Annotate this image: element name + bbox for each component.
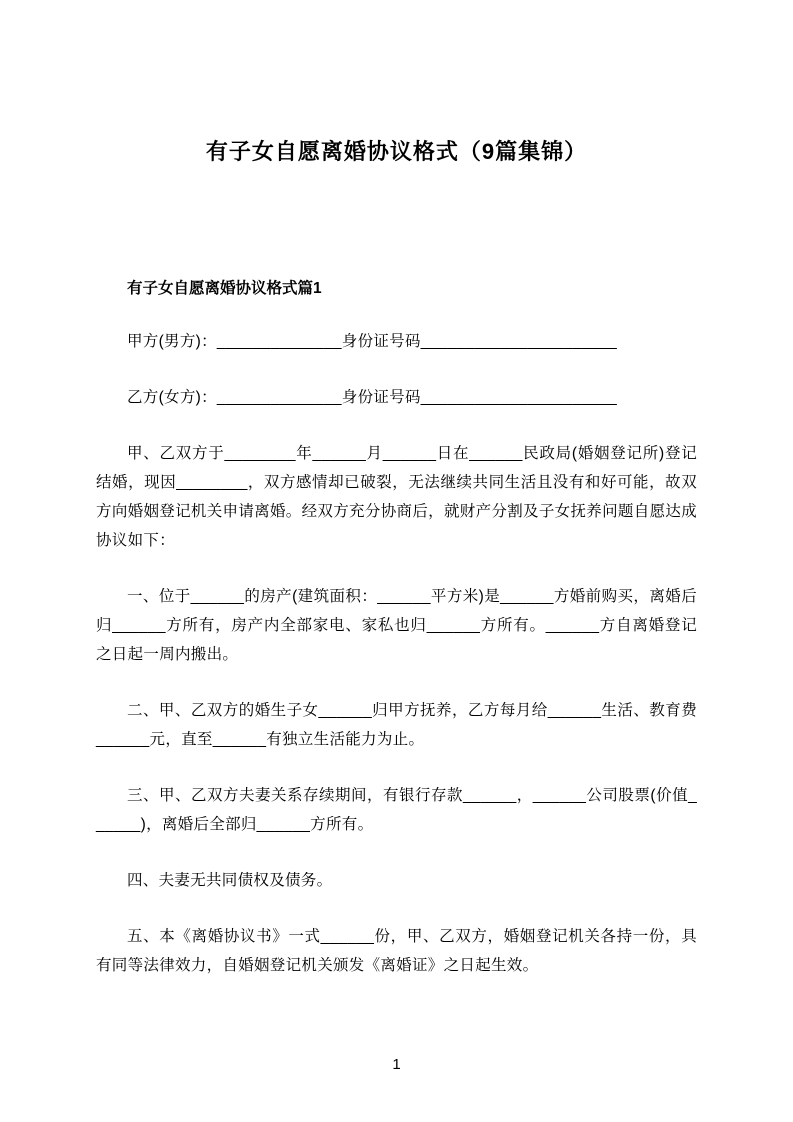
party-b-line: 乙方(女方)：______________身份证号码______________________ bbox=[127, 389, 618, 406]
clause-2-paragraph: 二、甲、乙双方的婚生子女______归甲方抚养，乙方每月给______生活、教育费______元，直至______有独立生活能力为止。 bbox=[96, 702, 697, 748]
party-a-line: 甲方(男方)：______________身份证号码______________________ bbox=[127, 333, 618, 350]
section-heading: 有子女自愿离婚协议格式篇1 bbox=[127, 280, 322, 297]
page-number: 1 bbox=[392, 1056, 401, 1073]
clause-4-paragraph: 四、夫妻无共同债权及债务。 bbox=[127, 872, 333, 889]
clause-1-paragraph: 一、位于______的房产(建筑面积：______平方米)是______方婚前购买，离婚后归______方所有，房产内全部家电、家私也归______方所有。______方自离婚登记之日起一周内搬出。 bbox=[96, 588, 697, 663]
document-title: 有子女自愿离婚协议格式（9篇集锦） bbox=[205, 139, 588, 164]
preamble-paragraph: 甲、乙双方于________年______月______日在______民政局(婚姻登记所)登记结婚，现因________，双方感情却已破裂，无法继续共同生活且没有和好可能，故双方向婚姻登记机关申请离婚。经双方充分协商后，就财产分割及子女抚养问题自愿达成协议如下： bbox=[96, 445, 697, 549]
clause-5-paragraph: 五、本《离婚协议书》一式______份，甲、乙双方，婚姻登记机关各持一份，具有同等法律效力，自婚姻登记机关颁发《离婚证》之日起生效。 bbox=[96, 928, 697, 974]
clause-3-paragraph: 三、甲、乙双方夫妻关系存续期间，有银行存款______，______公司股票(价值______)，离婚后全部归______方所有。 bbox=[96, 787, 697, 833]
